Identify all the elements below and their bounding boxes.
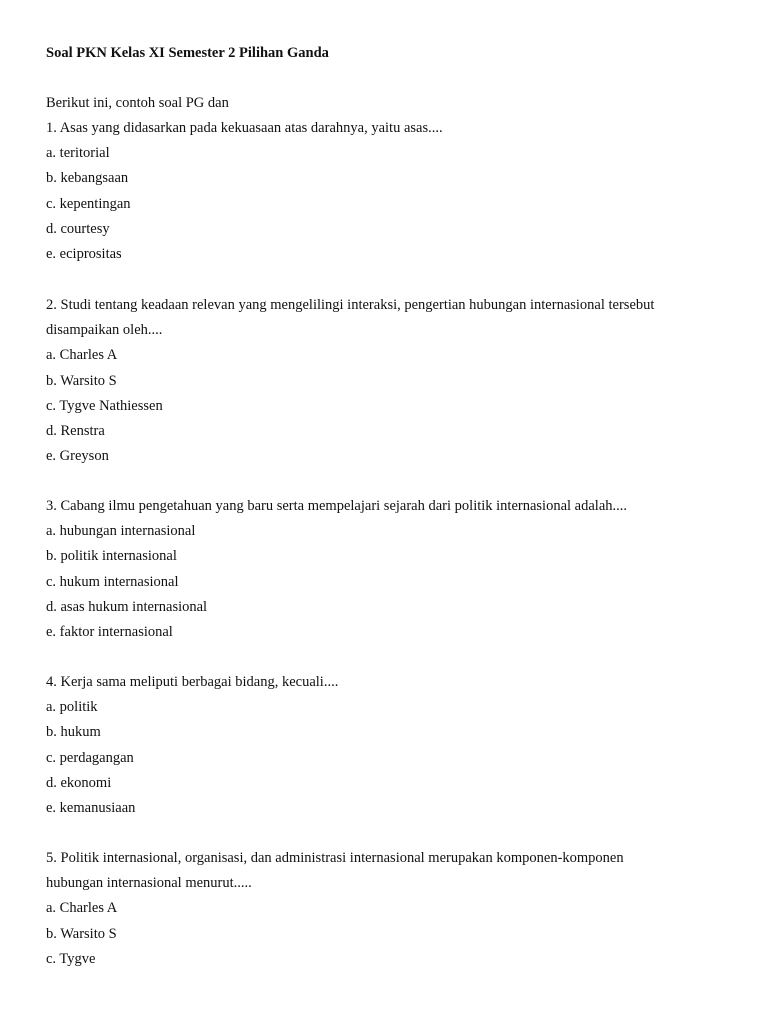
question-text: 4. Kerja sama meliputi berbagai bidang, kecuali....: [46, 674, 339, 690]
option-e: e. eciprositas: [46, 245, 122, 262]
option-d: d. ekonomi: [46, 774, 112, 791]
option-a: a. hubungan internasional: [46, 523, 196, 540]
option-c: c. kepentingan: [46, 195, 131, 212]
option-c: c. Tygve: [46, 950, 96, 967]
option-a: a. Charles A: [46, 347, 118, 364]
option-b: b. Warsito S: [46, 372, 117, 389]
question-3: [46, 496, 726, 647]
option-b: b. Warsito S: [46, 925, 117, 942]
option-e: e. Greyson: [46, 448, 109, 465]
question-text: 2. Studi tentang keadaan relevan yang mengelilingi interaksi, pengertian hubungan internasional tersebut: [46, 297, 655, 313]
option-a: a. Charles A: [46, 900, 118, 917]
option-e: e. kemanusiaan: [46, 799, 136, 816]
option-b: b. hukum: [46, 724, 101, 741]
question-5: [46, 848, 726, 974]
question-text: 1. Asas yang didasarkan pada kekuasaan atas darahnya, yaitu asas....: [46, 120, 443, 136]
question-1: [46, 118, 726, 269]
question-text-continued: disampaikan oleh....: [46, 322, 163, 339]
option-e: e. faktor internasional: [46, 623, 173, 640]
option-b: b. politik internasional: [46, 548, 177, 565]
option-c: c. perdagangan: [46, 749, 134, 766]
option-c: c. Tygve Nathiessen: [46, 397, 163, 414]
option-d: d. Renstra: [46, 422, 105, 439]
question-2: [46, 295, 726, 471]
intro-text: Berikut ini, contoh soal PG dan: [46, 95, 229, 111]
document-title: Soal PKN Kelas XI Semester 2 Pilihan Ganda: [46, 45, 329, 61]
option-a: a. teritorial: [46, 145, 110, 162]
option-a: a. politik: [46, 699, 98, 716]
option-b: b. kebangsaan: [46, 170, 129, 187]
question-4: [46, 672, 726, 823]
question-text: 3. Cabang ilmu pengetahuan yang baru serta mempelajari sejarah dari politik internasional adalah....: [46, 498, 628, 514]
question-text-continued: hubungan internasional menurut.....: [46, 875, 252, 892]
question-text: 5. Politik internasional, organisasi, dan administrasi internasional merupakan komponen-komponen: [46, 850, 624, 866]
option-d: d. courtesy: [46, 220, 110, 237]
option-c: c. hukum internasional: [46, 573, 179, 590]
option-d: d. asas hukum internasional: [46, 598, 208, 615]
